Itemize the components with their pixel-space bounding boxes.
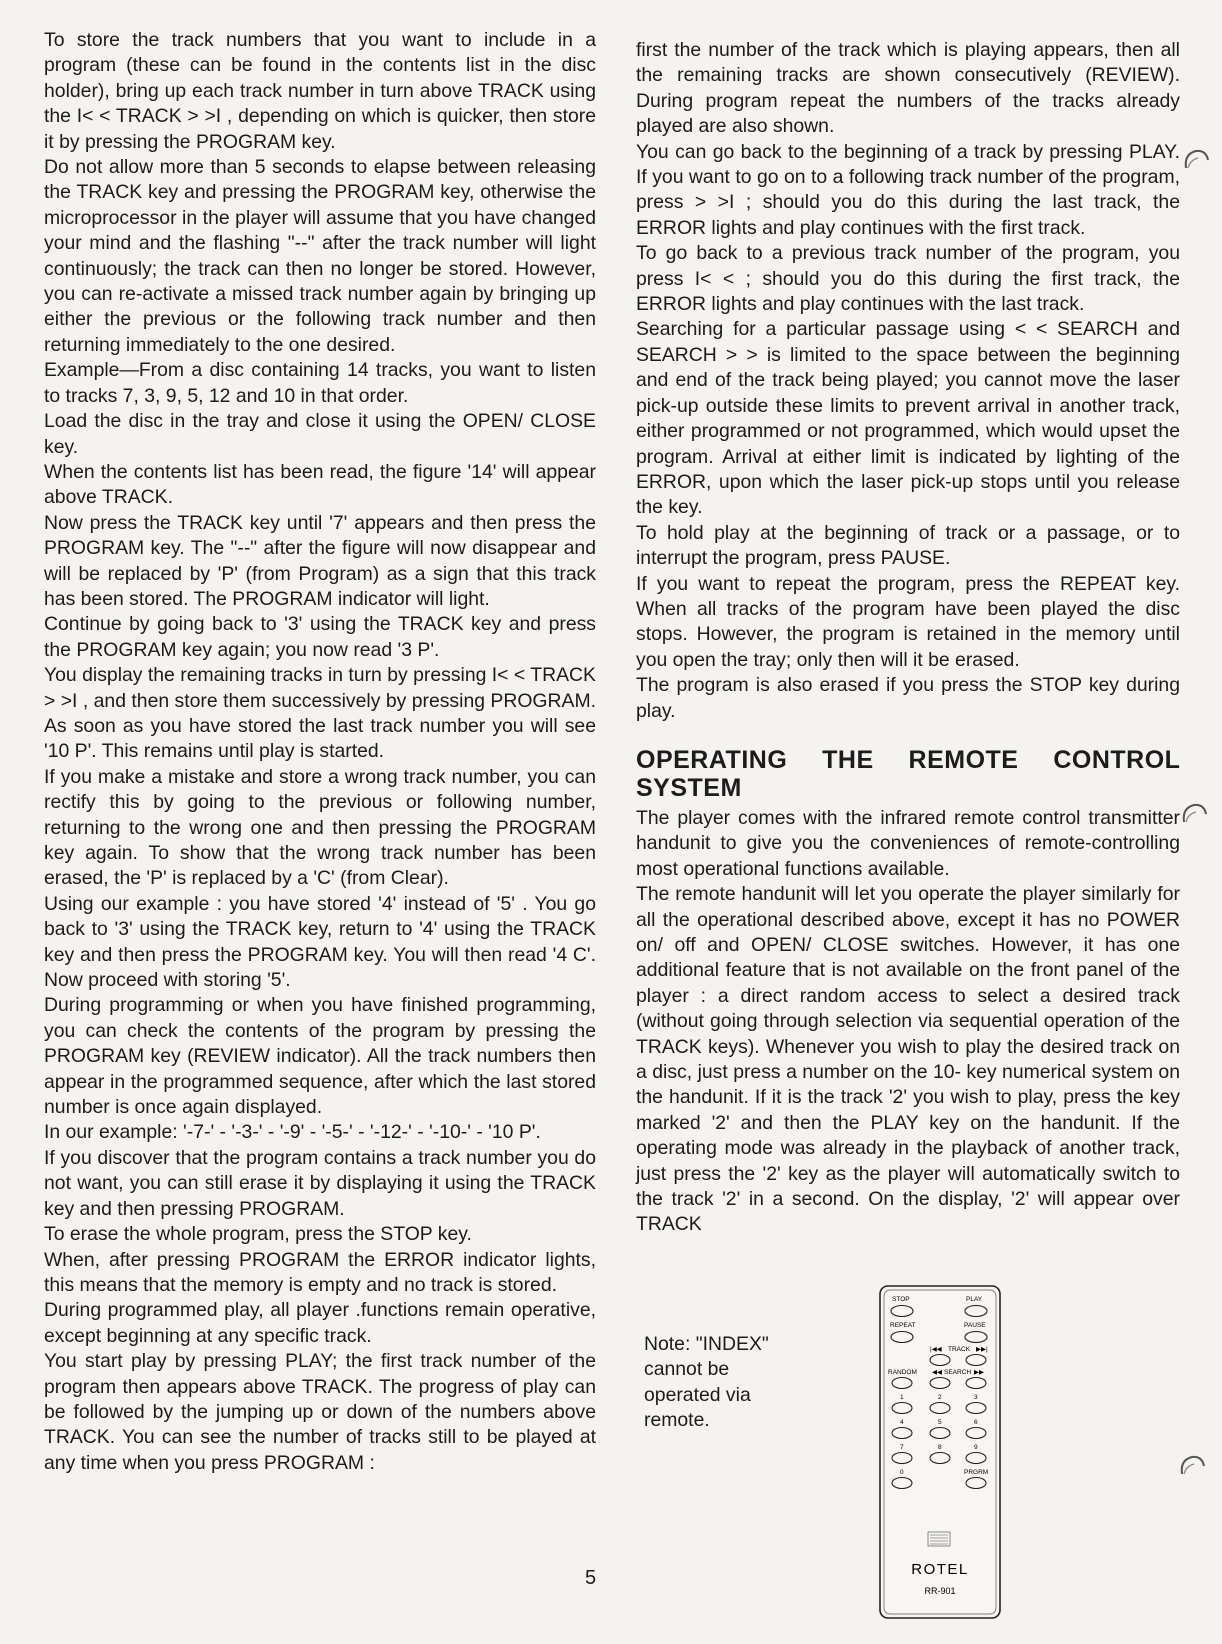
paragraph: The remote handunit will let you operate the player similarly for all the operational described above, except it has no POWER on/ off and OPEN/ CLOSE switches. However, it has one additional feature that is not available on the front panel of the player : a direct random access to select a desired track (without going through selection via sequential operation of the TRACK keys). Whenever you wish to play the desired track on a disc, just press a number on the 10- key numerical system on the handunit. If it is the track '2' you wish to play, press the key marked '2' and then the PLAY key on the handunit. If the operating mode was already in the playback of another track, just press the '2' key as the player will automatically switch to the track '2' in a second. On the display, '2' will appear over TRACK	[636, 883, 1180, 1236]
binding-hole-mark	[1178, 800, 1208, 830]
remote-note	[644, 1332, 804, 1434]
paragraph: In our example: '-7-' - '-3-' - '-9' - '-5-' - '-12-' - '-10-' - '10 P'.	[44, 1121, 541, 1144]
note-line: remote.	[644, 1409, 710, 1432]
prgrm-label: PRGRM	[964, 1469, 989, 1476]
key-9-label: 9	[974, 1444, 978, 1451]
track-next-icon: ▶▶|	[976, 1346, 988, 1353]
paragraph: When the contents list has been read, the figure '14' will appear above TRACK.	[44, 460, 596, 509]
paragraph: During programming or when you have finished programming, you can check the contents of the program by pressing the PROGRAM key (REVIEW indicator). All the track numbers then appear in the programmed sequence, after which the last stored number is once again displayed.	[44, 994, 596, 1119]
paragraph: When, after pressing PROGRAM the ERROR indicator lights, this means that the memory is empty and no track is stored.	[44, 1248, 596, 1296]
key-6-label: 6	[974, 1419, 978, 1426]
paragraph: Using our example : you have stored '4' instead of '5' . You go back to '3' using the TRACK key, return to '4' using the TRACK key and then press the PROGRAM key. You will then read '4 C'. Now proceed with storing '5'.	[44, 892, 596, 992]
note-line: Note: "INDEX"	[644, 1333, 769, 1355]
paragraph: You can go back to the beginning of a track by pressing PLAY. If you want to go on to a following track number of the program, press > >I ; should you do this during the last track, the ERROR lights and play continues with the first track.	[636, 140, 1180, 239]
track-prev-icon: |◀◀	[930, 1346, 942, 1353]
paragraph: Continue by going back to '3' using the TRACK key and press the PROGRAM key again; you now read '3 P'.	[44, 613, 596, 661]
page-number: 5	[585, 1567, 597, 1589]
paragraph: If you discover that the program contains a track number you do not want, you can still erase it by displaying it using the TRACK key and then pressing PROGRAM.	[44, 1146, 596, 1220]
track-label: TRACK	[948, 1346, 971, 1353]
paragraph: The program is also erased if you press the STOP key during play.	[636, 674, 1180, 722]
section-heading	[636, 746, 1180, 802]
paragraph: Now press the TRACK key until '7' appears and then press the PROGRAM key. The "--" after the figure will now disappear and will be replaced by 'P' (from Program) as a sign that this track has been stored. The PROGRAM indicator will light.	[44, 511, 596, 610]
note-line: cannot be	[644, 1358, 730, 1381]
paragraph: To hold play at the beginning of track or a passage, or to interrupt the program, press PAUSE.	[636, 521, 1180, 570]
repeat-label: REPEAT	[890, 1322, 916, 1329]
heading-word: SYSTEM	[636, 773, 742, 802]
left-column	[44, 28, 596, 1476]
key-7-label: 7	[900, 1444, 904, 1451]
search-forward-icon: ▶▶	[974, 1369, 984, 1376]
paragraph: If you want to repeat the program, press the REPEAT key. When all tracks of the program have been played the disc stops. However, the program is retained in the memory until you open the tray; only then will it be erased.	[636, 572, 1180, 671]
search-label: SEARCH	[944, 1369, 972, 1376]
key-3-label: 3	[974, 1394, 978, 1401]
paragraph: To erase the whole program, press the STOP key.	[44, 1223, 472, 1246]
key-4-label: 4	[900, 1419, 904, 1426]
heading-word: THE	[822, 745, 874, 774]
random-label: RANDOM	[888, 1369, 917, 1376]
right-column	[636, 38, 1180, 1238]
key-1-label: 1	[900, 1394, 904, 1401]
heading-word: REMOTE	[908, 745, 1019, 774]
paragraph: The player comes with the infrared remote control transmitter handunit to give you the conveniences of remote-controlling most operational functions available.	[636, 806, 1180, 880]
paragraph: first the number of the track which is playing appears, then all the remaining tracks are shown consecutively (REVIEW). During program repeat the numbers of the tracks already played are also shown.	[636, 39, 1180, 138]
play-label: PLAY	[966, 1296, 983, 1303]
paragraph: Searching for a particular passage using < < SEARCH and SEARCH > > is limited to the space between the beginning and end of the track being played; you cannot move the laser pick-up outside these limits to prevent arrival in another track, either programmed or not programmed, which would upset the program. Arrival at either limit is indicated by lighting of the ERROR, upon which the laser pick-up stops until you release the key.	[636, 318, 1180, 519]
binding-hole-mark	[1180, 146, 1210, 176]
note-line: operated via	[644, 1383, 751, 1406]
paragraph: To go back to a previous track number of the program, you press I< < ; should you do this during the first track, the ERROR lights and play continues with the last track.	[636, 242, 1180, 316]
pause-label: PAUSE	[964, 1322, 986, 1329]
paragraph: Example—From a disc containing 14 tracks, you want to listen to tracks 7, 3, 9, 5, 12 and 10 in that order.	[44, 359, 596, 407]
heading-word: CONTROL	[1053, 745, 1180, 774]
binding-hole-mark	[1176, 1452, 1206, 1482]
stop-label: STOP	[892, 1296, 910, 1303]
key-8-label: 8	[938, 1444, 942, 1451]
model-number: RR-901	[924, 1586, 956, 1596]
paragraph: You start play by pressing PLAY; the first track number of the program then appears above TRACK. The progress of play can be followed by the jumping up or down of the numbers above TRACK. You can see the number of tracks still to be played at any time when you press PROGRAM :	[44, 1350, 596, 1474]
remote-control-illustration	[878, 1284, 1002, 1620]
paragraph: To store the track numbers that you want to include in a program (these can be found in the contents list in the disc holder), bring up each track number in turn above TRACK using the I< < TRACK > >I , depending on which is quicker, then store it by pressing the PROGRAM key.	[44, 29, 596, 153]
brand-logo: ROTEL	[911, 1561, 969, 1578]
paragraph: During programmed play, all player .functions remain operative, except beginning at any specific track.	[44, 1299, 596, 1347]
search-back-icon: ◀◀	[932, 1369, 942, 1376]
paragraph: Do not allow more than 5 seconds to elapse between releasing the TRACK key and pressing the PROGRAM key, otherwise the microprocessor in the player will assume that you have changed your mind and the flashing "--" after the track number will light continuously; the track can then no longer be stored. However, you can re-activate a missed track number again by bringing up either the previous or the following track number and then returning immediately to the one desired.	[44, 156, 596, 356]
paragraph: You display the remaining tracks in turn by pressing I< < TRACK > >I , and then store them successively by pressing PROGRAM. As soon as you have stored the last track number you will see '10 P'. This remains until play is started.	[44, 664, 596, 763]
paragraph: Load the disc in the tray and close it using the OPEN/ CLOSE key.	[44, 410, 596, 458]
paragraph: If you make a mistake and store a wrong track number, you can rectify this by going to the previous or following number, returning to the wrong one and then pressing the PROGRAM key again. To show that the wrong track number has been erased, the 'P' is replaced by a 'C' (from Clear).	[44, 765, 596, 890]
key-0-label: 0	[900, 1469, 904, 1476]
key-2-label: 2	[938, 1394, 942, 1401]
heading-word: OPERATING	[636, 745, 788, 774]
key-5-label: 5	[938, 1419, 942, 1426]
